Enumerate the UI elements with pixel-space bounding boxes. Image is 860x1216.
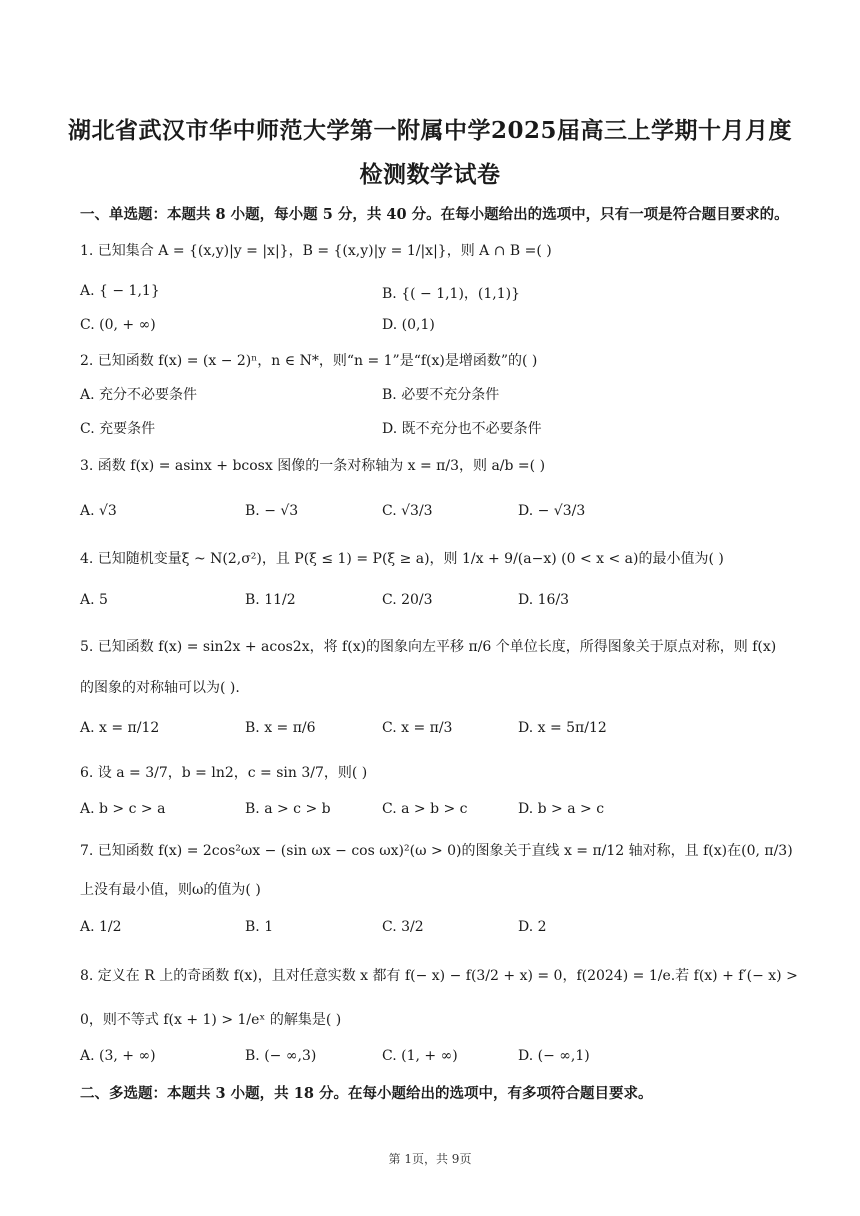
question-2: 2. 已知函数 f(x) = (x − 2)ⁿ，n ∈ N*，则“n = 1”是“f(x)是增函数”的( ) — [80, 353, 538, 369]
q3-option-c: C. √3/3 — [382, 503, 433, 519]
q7-option-c: C. 3/2 — [382, 919, 424, 935]
q1-option-b: B. {( − 1,1)，(1,1)} — [382, 286, 521, 302]
q4-option-d: D. 16/3 — [518, 592, 570, 608]
question-1: 1. 已知集合 A = {(x,y)|y = |x|}，B = {(x,y)|y = 1/|x|}，则 A ∩ B =( ) — [80, 243, 552, 259]
q4-option-b: B. 11/2 — [245, 592, 296, 608]
question-4: 4. 已知随机变量ξ ~ N(2,σ²)，且 P(ξ ≤ 1) = P(ξ ≥ a)，则 1/x + 9/(a−x) (0 < x < a)的最小值为( ) — [80, 551, 724, 567]
q3-option-a: A. √3 — [80, 503, 117, 519]
q1-option-d: D. (0,1) — [382, 317, 435, 333]
q8-option-d: D. (− ∞,1) — [518, 1048, 590, 1064]
q2-option-d: D. 既不充分也不必要条件 — [382, 421, 542, 437]
question-8-line-2: 0，则不等式 f(x + 1) > 1/eˣ 的解集是( ) — [80, 1012, 342, 1028]
q8-option-b: B. (− ∞,3) — [245, 1048, 317, 1064]
q6-option-b: B. a > c > b — [245, 801, 331, 817]
q6-option-a: A. b > c > a — [80, 801, 166, 817]
q5-option-d: D. x = 5π/12 — [518, 720, 607, 736]
question-7-line-1: 7. 已知函数 f(x) = 2cos²ωx − (sin ωx − cos ωx)²(ω > 0)的图象关于直线 x = π/12 轴对称，且 f(x)在(0, π/3) — [80, 843, 793, 859]
q6-option-c: C. a > b > c — [382, 801, 468, 817]
question-3: 3. 函数 f(x) = asinx + bcosx 图像的一条对称轴为 x = π/3，则 a/b =( ) — [80, 458, 546, 474]
question-6: 6. 设 a = 3/7，b = ln2，c = sin 3/7，则( ) — [80, 765, 368, 781]
question-8-line-1: 8. 定义在 R 上的奇函数 f(x)，且对任意实数 x 都有 f(− x) − f(3/2 + x) = 0，f(2024) = 1/e.若 f(x) + f′(− x) > — [80, 968, 798, 984]
exam-title-line-2: 检测数学试卷 — [359, 161, 501, 188]
q8-option-a: A. (3, + ∞) — [80, 1048, 156, 1064]
q3-option-d: D. − √3/3 — [518, 503, 586, 519]
q3-option-b: B. − √3 — [245, 503, 299, 519]
section-heading-single-choice: 一、单选题：本题共 8 小题，每小题 5 分，共 40 分。在每小题给出的选项中，只有一项是符合题目要求的。 — [80, 206, 789, 223]
q4-option-a: A. 5 — [80, 592, 108, 608]
q1-option-c: C. (0, + ∞) — [80, 317, 156, 333]
q2-option-b: B. 必要不充分条件 — [382, 387, 500, 403]
q4-option-c: C. 20/3 — [382, 592, 433, 608]
q1-option-a: A. { − 1,1} — [80, 283, 160, 299]
question-5-line-1: 5. 已知函数 f(x) = sin2x + acos2x，将 f(x)的图象向左平移 π/6 个单位长度，所得图象关于原点对称，则 f(x) — [80, 639, 777, 655]
q6-option-d: D. b > a > c — [518, 801, 605, 817]
q5-option-a: A. x = π/12 — [80, 720, 160, 736]
q2-option-c: C. 充要条件 — [80, 421, 156, 437]
q2-option-a: A. 充分不必要条件 — [80, 387, 198, 403]
q5-option-b: B. x = π/6 — [245, 720, 316, 736]
question-5-line-2: 的图象的对称轴可以为( ). — [80, 680, 240, 696]
q8-option-c: C. (1, + ∞) — [382, 1048, 458, 1064]
page-footer: 第 1页，共 9页 — [388, 1152, 472, 1166]
q7-option-d: D. 2 — [518, 919, 547, 935]
question-7-line-2: 上没有最小值，则ω的值为( ) — [80, 882, 261, 898]
q5-option-c: C. x = π/3 — [382, 720, 453, 736]
q7-option-b: B. 1 — [245, 919, 274, 935]
q7-option-a: A. 1/2 — [80, 919, 122, 935]
section-heading-multiple-choice: 二、多选题：本题共 3 小题，共 18 分。在每小题给出的选项中，有多项符合题目要求。 — [80, 1085, 653, 1102]
exam-title-line-1: 湖北省武汉市华中师范大学第一附属中学2025届高三上学期十月月度 — [67, 117, 792, 144]
